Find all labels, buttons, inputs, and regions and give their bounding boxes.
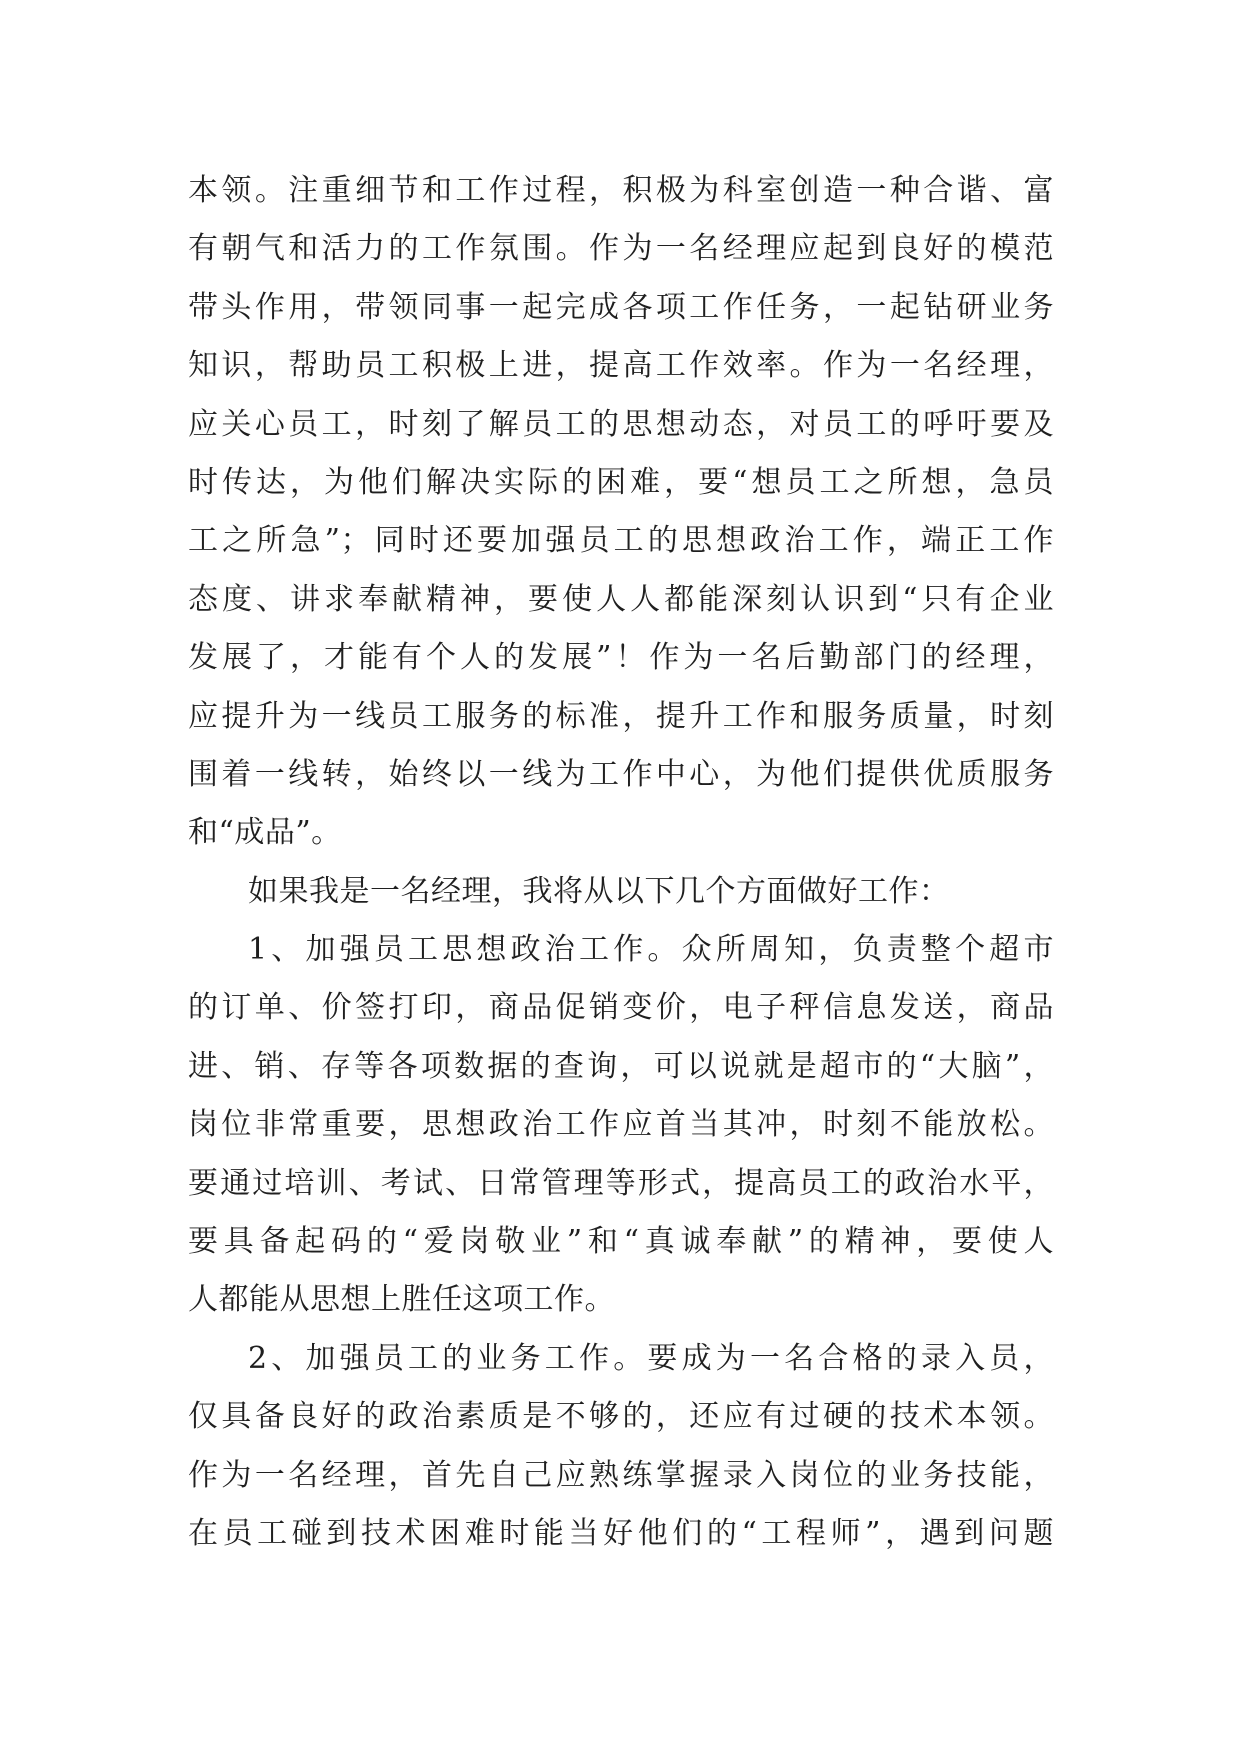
text-line: 作为一名经理，首先自己应熟练掌握录入岗位的业务技能， [188, 1457, 1054, 1493]
text-line: 人都能从思想上胜任这项工作。 [188, 1282, 615, 1318]
text-line: 围着一线转，始终以一线为工作中心，为他们提供优质服务 [188, 756, 1054, 792]
text-line: 在员工碰到技术困难时能当好他们的“工程师”，遇到问题 [188, 1515, 1054, 1551]
text-line: 带头作用，带领同事一起完成各项工作任务，一起钻研业务 [188, 289, 1054, 325]
text-line: 和“成品”。 [188, 815, 342, 851]
text-line: 态度、讲求奉献精神，要使人人都能深刻认识到“只有企业 [188, 581, 1054, 617]
text-line: 要具备起码的“爱岗敬业”和“真诚奉献”的精神，要使人 [188, 1224, 1054, 1260]
text-line: 应提升为一线员工服务的标准，提升工作和服务质量，时刻 [188, 698, 1054, 734]
text-line: 应关心员工，时刻了解员工的思想动态，对员工的呼吁要及 [188, 406, 1054, 442]
text-line: 知识，帮助员工积极上进，提高工作效率。作为一名经理， [188, 348, 1054, 384]
text-line: 发展了，才能有个人的发展”！作为一名后勤部门的经理， [188, 640, 1054, 676]
text-line: 有朝气和活力的工作氛围。作为一名经理应起到良好的模范 [188, 231, 1054, 267]
text-line: 岗位非常重要，思想政治工作应首当其冲，时刻不能放松。 [188, 1107, 1054, 1143]
text-line: 1、加强员工思想政治工作。众所周知，负责整个超市 [248, 932, 1054, 968]
text-line: 要通过培训、考试、日常管理等形式，提高员工的政治水平， [188, 1165, 1054, 1201]
text-line: 本领。注重细节和工作过程，积极为科室创造一种合谐、富 [188, 173, 1054, 208]
text-line: 如果我是一名经理，我将从以下几个方面做好工作： [248, 873, 950, 909]
text-line: 进、销、存等各项数据的查询，可以说就是超市的“大脑”， [188, 1048, 1054, 1084]
text-line: 时传达，为他们解决实际的困难，要“想员工之所想，急员 [188, 464, 1054, 500]
text-line: 仅具备良好的政治素质是不够的，还应有过硬的技术本领。 [188, 1399, 1054, 1435]
text-line: 工之所急”；同时还要加强员工的思想政治工作，端正工作 [188, 523, 1054, 559]
text-line: 的订单、价签打印，商品促销变价，电子秤信息发送，商品 [188, 990, 1054, 1026]
body-text [188, 162, 1054, 1563]
text-line: 2、加强员工的业务工作。要成为一名合格的录入员， [248, 1340, 1054, 1376]
